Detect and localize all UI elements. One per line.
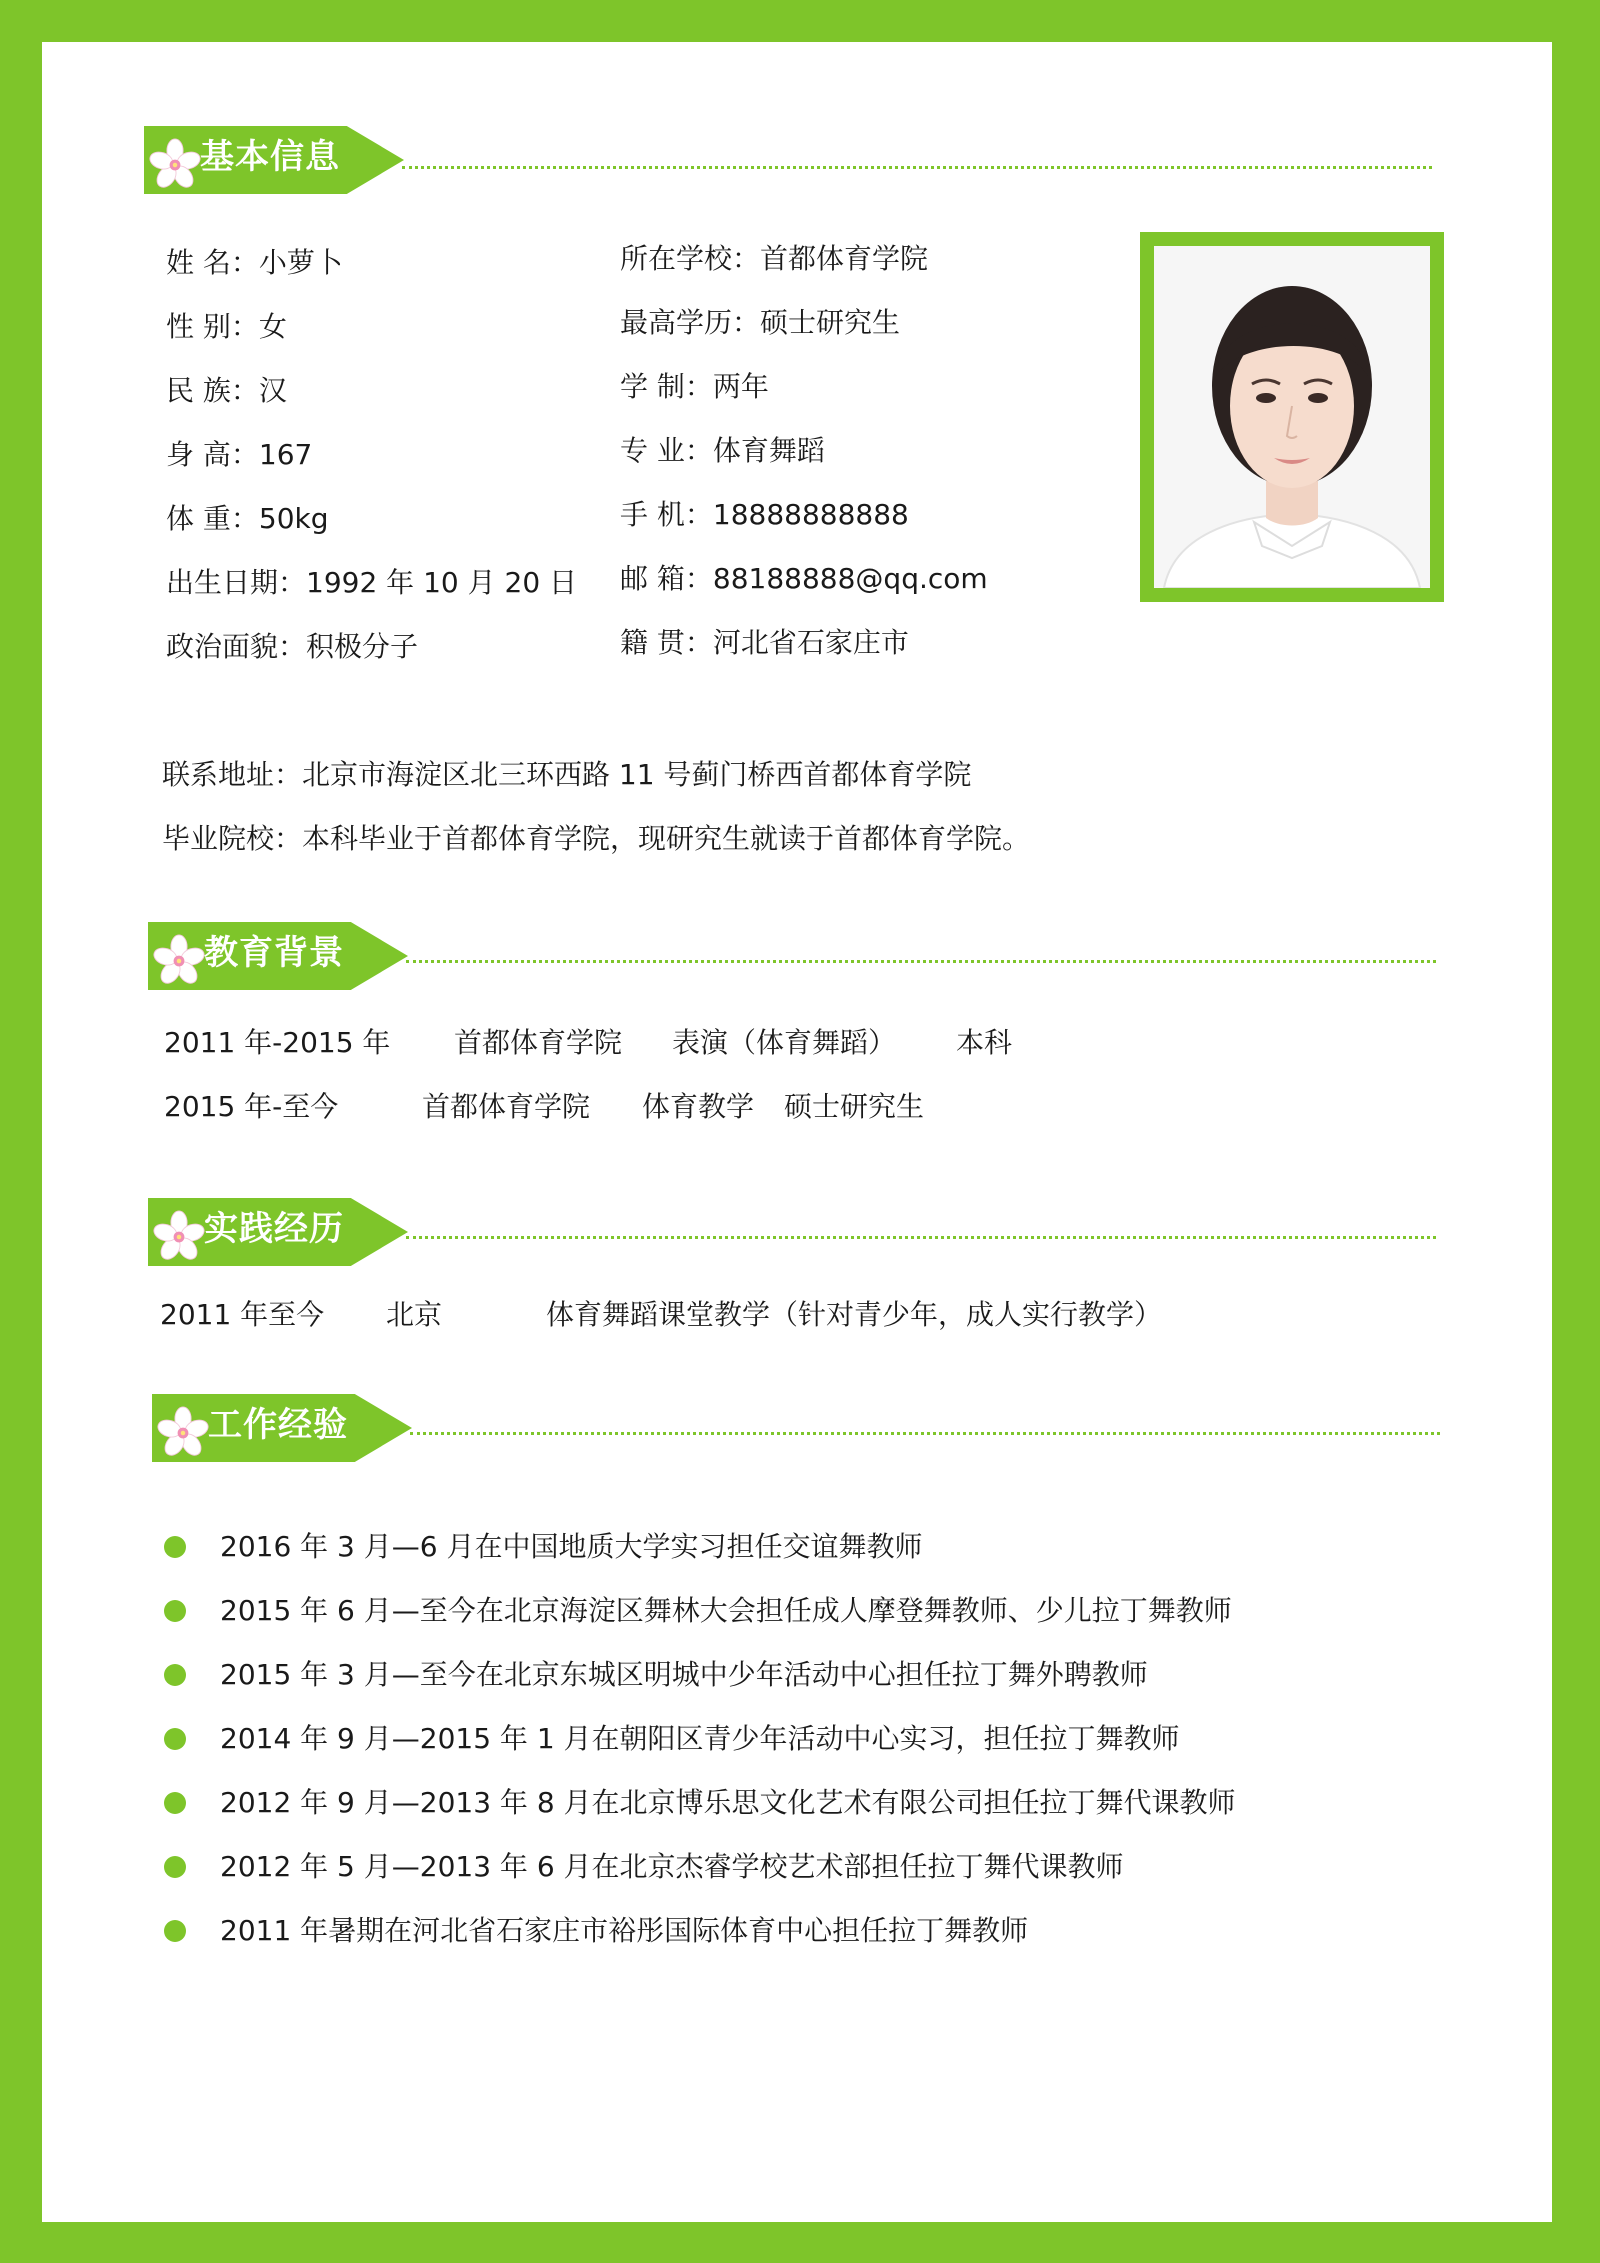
portrait-icon [1154, 246, 1430, 588]
work-item: 2015 年 3 月—至今在北京东城区明城中少年活动中心担任拉丁舞外聘教师 [220, 1658, 1148, 1691]
practice-place: 北京 [386, 1298, 443, 1331]
field-gender: 性 别：女 [166, 310, 287, 343]
field-birthdate: 出生日期：1992 年 10 月 20 日 [166, 566, 578, 599]
section-divider [406, 960, 1436, 963]
bullet-dot-icon [164, 1856, 186, 1878]
edu-major: 表演（体育舞蹈） [672, 1026, 897, 1059]
section-title: 工作经验 [208, 1405, 348, 1445]
resume-page [42, 42, 1552, 2222]
section-divider [406, 1236, 1436, 1239]
edu-school: 首都体育学院 [422, 1090, 591, 1123]
bullet-dot-icon [164, 1600, 186, 1622]
practice-period: 2011 年至今 [160, 1298, 325, 1331]
work-item: 2012 年 9 月—2013 年 8 月在北京博乐思文化艺术有限公司担任拉丁舞代课教师 [220, 1786, 1236, 1819]
work-item: 2012 年 5 月—2013 年 6 月在北京杰睿学校艺术部担任拉丁舞代课教师 [220, 1850, 1124, 1883]
field-weight: 体 重：50kg [166, 502, 329, 535]
field-ethnicity: 民 族：汉 [166, 374, 287, 407]
work-item: 2014 年 9 月—2015 年 1 月在朝阳区青少年活动中心实习，担任拉丁舞教师 [220, 1722, 1180, 1755]
field-email: 邮 箱：88188888@qq.com [620, 562, 988, 595]
field-school: 所在学校：首都体育学院 [620, 242, 929, 275]
edu-major: 体育教学 [642, 1090, 755, 1123]
section-divider [410, 1432, 1440, 1435]
field-hometown: 籍 贯：河北省石家庄市 [620, 626, 909, 659]
field-political: 政治面貌：积极分子 [166, 630, 419, 663]
practice-content: 体育舞蹈课堂教学（针对青少年，成人实行教学） [546, 1298, 1163, 1331]
field-height: 身 高：167 [166, 438, 313, 471]
field-duration: 学 制：两年 [620, 370, 769, 403]
edu-period: 2015 年-至今 [164, 1090, 339, 1123]
edu-degree: 本科 [956, 1026, 1013, 1059]
work-item: 2015 年 6 月—至今在北京海淀区舞林大会担任成人摩登舞教师、少儿拉丁舞教师 [220, 1594, 1232, 1627]
bullet-dot-icon [164, 1920, 186, 1942]
field-phone: 手 机：18888888888 [620, 498, 909, 531]
profile-photo-frame [1140, 232, 1444, 602]
bullet-dot-icon [164, 1792, 186, 1814]
flower-icon [156, 1406, 210, 1460]
edu-degree: 硕士研究生 [784, 1090, 925, 1123]
work-item: 2011 年暑期在河北省石家庄市裕彤国际体育中心担任拉丁舞教师 [220, 1914, 1029, 1947]
flower-icon [148, 138, 202, 192]
section-title: 基本信息 [200, 137, 340, 177]
section-divider [402, 166, 1432, 169]
field-major: 专 业：体育舞蹈 [620, 434, 825, 467]
edu-period: 2011 年-2015 年 [164, 1026, 391, 1059]
field-degree: 最高学历：硕士研究生 [620, 306, 901, 339]
section-title: 实践经历 [204, 1209, 344, 1249]
flower-icon [152, 934, 206, 988]
edu-school: 首都体育学院 [454, 1026, 623, 1059]
bullet-dot-icon [164, 1664, 186, 1686]
bullet-dot-icon [164, 1536, 186, 1558]
graduate-school: 毕业院校：本科毕业于首都体育学院，现研究生就读于首都体育学院。 [162, 822, 1031, 855]
field-name: 姓 名：小萝卜 [166, 246, 343, 279]
work-item: 2016 年 3 月—6 月在中国地质大学实习担任交谊舞教师 [220, 1530, 923, 1563]
bullet-dot-icon [164, 1728, 186, 1750]
flower-icon [152, 1210, 206, 1264]
section-title: 教育背景 [204, 933, 344, 973]
contact-address: 联系地址：北京市海淀区北三环西路 11 号蓟门桥西首都体育学院 [162, 758, 972, 791]
profile-photo [1154, 246, 1430, 588]
